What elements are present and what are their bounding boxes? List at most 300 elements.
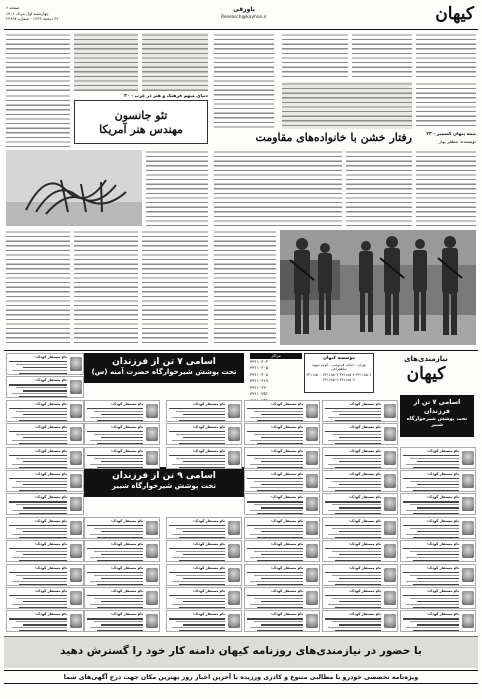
child-card [244,423,320,445]
child-card-text-line [179,537,225,538]
child-card-text-line [16,504,67,505]
child-card [166,564,242,586]
banner-1-line-2: تحت پوشش شیرخوارگاه حضرت آمنه (س) [91,368,237,377]
child-card-label: نام مستعار کودک: [111,589,143,593]
section-heading [194,6,294,20]
child-card-text-line [250,557,303,558]
child-card [6,470,84,492]
child-card [322,610,398,632]
child-card-text-line [169,408,225,409]
child-card-text-line [172,534,225,535]
child-card-text-line [169,572,225,573]
child-card [322,587,398,609]
child-card-text-line [12,487,67,488]
child-photo [306,591,318,605]
child-card-text-line [406,487,459,488]
child-card-text-line [417,624,459,625]
child-card-label: نام مستعار کودک: [35,518,67,523]
child-card [400,540,476,562]
child-card-text-line [179,443,225,444]
article-byline: نویسنده: مظفر بهار [438,140,476,145]
contact-title: مؤسسه کیهان [323,356,355,361]
child-card-text-line [254,411,303,412]
child-card-text-line [23,414,67,415]
contact-phone: ۳۳۱۱۸۵۰۳ [322,373,340,378]
sculpture-photo [6,150,142,226]
child-photo [384,544,396,558]
child-photo [462,568,474,582]
promo-band [4,636,478,668]
child-card-text-line [250,604,303,605]
child-card [6,353,84,375]
child-card-text-line [247,501,303,502]
child-card-text-line [257,560,303,561]
child-card [322,470,398,492]
child-card [84,610,160,632]
child-card-text-line [413,490,459,491]
contact-phone: ۳۳۱۱۸۵۰۰ [306,373,323,378]
child-card-text-line [101,531,143,532]
child-photo [306,568,318,582]
child-card-text-line [12,627,67,628]
child-card-text-line [97,630,143,631]
child-card-text-line [97,467,143,468]
child-card-text-line [254,504,303,505]
child-card-text-line [332,481,381,482]
child-card-text-line [101,578,143,579]
child-card [6,447,84,469]
child-card-text-line [325,572,381,573]
child-card-text-line [410,528,459,529]
child-card-text-line [12,557,67,558]
child-card-text-line [257,513,303,514]
child-card-text-line [172,581,225,582]
child-card-text-line [97,420,143,421]
promo-headline: با حضور در نیازمندی‌های روزنامه کیهان دامنه کار خود را گسترش دهید [60,645,422,657]
child-card-text-line [332,411,381,412]
child-card-text-line [94,528,143,529]
text-column [214,230,276,345]
child-card-text-line [87,525,143,526]
child-card-text-line [403,478,459,479]
child-card-text-line [16,575,67,576]
child-card-label: نام مستعار کودک: [35,472,67,476]
child-card-text-line [94,434,143,435]
child-card-text-line [12,534,67,535]
child-photo [228,427,240,441]
child-card-label: نام مستعار کودک: [427,448,459,453]
child-photo [228,404,240,418]
child-photo [306,404,318,418]
child-card-text-line [406,464,459,465]
child-card-text-line [169,548,225,549]
text-column [346,150,412,227]
classifieds-logo: کیهان [406,363,446,384]
banner-2-line-1: اسامی ۹ تن از فرزندان [112,471,216,481]
child-card-label: نام مستعار کودک: [35,589,67,593]
child-photo [146,404,158,418]
text-column [276,150,342,227]
child-card-text-line [325,618,381,619]
text-column [6,230,70,345]
child-card-text-line [101,601,143,602]
child-card-text-line [410,504,459,505]
child-card-text-line [261,484,303,485]
contact-phone: ۳۳۱۱۸۵۰۶ [356,373,372,378]
child-card-text-line [250,510,303,511]
text-column [146,150,208,227]
child-card-text-line [176,575,225,576]
child-photo [306,497,318,511]
child-card-text-line [94,621,143,622]
child-card-text-line [247,455,303,456]
child-card-text-line [176,434,225,435]
child-card [84,400,160,422]
child-card-text-line [23,390,67,391]
child-card-text-line [261,414,303,415]
child-card-text-line [176,458,225,459]
child-card-label: نام مستعار کودک: [349,425,381,430]
child-card-text-line [254,528,303,529]
banner-3-line-1: اسامی ۷ تن از فرزندان [413,398,461,415]
child-card-text-line [257,443,303,444]
child-card-text-line [94,575,143,576]
child-card-text-line [9,384,67,385]
child-card-text-line [413,537,459,538]
child-card-text-line [172,417,225,418]
child-card-label: نام مستعار کودک: [193,589,225,593]
child-photo [70,380,82,394]
child-card-text-line [250,581,303,582]
child-card-text-line [254,434,303,435]
child-card [322,517,398,539]
child-card-text-line [19,584,67,585]
text-column [214,150,276,227]
child-photo [462,614,474,628]
text-column [416,150,476,227]
child-card-text-line [257,584,303,585]
child-card-text-line [332,504,381,505]
child-card [322,540,398,562]
child-card-text-line [247,618,303,619]
child-photo [306,521,318,535]
child-card [6,400,84,422]
child-card-text-line [19,607,67,608]
child-card-text-line [403,525,459,526]
child-card-text-line [87,548,143,549]
child-card-label: نام مستعار کودک: [193,425,225,430]
child-card-text-line [328,464,381,465]
text-column [416,33,476,80]
child-card [6,517,84,539]
child-photo [70,568,82,582]
child-card [244,564,320,586]
child-photo [462,521,474,535]
child-card-label: نام مستعار کودک: [271,612,303,617]
child-photo [462,544,474,558]
child-card-label: نام مستعار کودک: [427,612,459,617]
child-card-text-line [9,408,67,409]
child-card [84,587,160,609]
child-card [322,564,398,586]
child-card-text-line [247,431,303,432]
child-card-text-line [172,557,225,558]
child-card-text-line [339,554,381,555]
child-card-text-line [250,417,303,418]
child-card-text-line [335,607,381,608]
child-card-label: نام مستعار کودک: [193,401,225,406]
child-photo [306,614,318,628]
child-card-text-line [23,367,67,368]
child-photo [70,497,82,511]
child-card-label: نام مستعار کودک: [427,495,459,500]
child-card-text-line [335,584,381,585]
child-card [400,493,476,515]
child-card [244,447,320,469]
child-card-text-line [16,411,67,412]
child-photo [70,614,82,628]
child-card-text-line [97,607,143,608]
child-card-text-line [332,551,381,552]
child-card-text-line [257,420,303,421]
child-card [84,423,160,445]
child-card [322,400,398,422]
child-card-text-line [325,455,381,456]
child-card-text-line [23,507,67,508]
child-card-text-line [19,396,67,397]
child-card-label: نام مستعار کودک: [271,401,303,406]
child-card-text-line [250,464,303,465]
child-card-text-line [339,461,381,462]
child-card-text-line [97,537,143,538]
child-card [6,610,84,632]
child-card-text-line [19,513,67,514]
child-card-text-line [87,595,143,596]
child-card-text-line [9,361,67,362]
child-card-label: نام مستعار کودک: [35,542,67,547]
child-photo [384,497,396,511]
child-photo [384,568,396,582]
child-card [322,447,398,469]
child-card-text-line [339,578,381,579]
art-headline-1: تئو جانسون [114,109,168,122]
child-card-label: نام مستعار کودک: [349,448,381,453]
child-card-text-line [325,595,381,596]
child-card-text-line [16,387,67,388]
child-card-text-line [183,461,225,462]
child-card-text-line [101,461,143,462]
child-card [400,447,476,469]
child-photo [462,451,474,465]
child-card [400,610,476,632]
child-card-text-line [254,551,303,552]
child-card-label: نام مستعار کودک: [111,542,143,547]
child-photo [228,568,240,582]
child-card-text-line [403,501,459,502]
child-card-text-line [90,417,143,418]
sculpture-illustration [6,150,142,226]
child-card-text-line [413,560,459,561]
child-card-label: نام مستعار کودک: [193,565,225,570]
child-card-text-line [94,598,143,599]
child-card-text-line [406,557,459,558]
child-card [84,517,160,539]
child-card-text-line [257,490,303,491]
child-card-text-line [417,531,459,532]
child-card-text-line [332,575,381,576]
child-card-text-line [417,601,459,602]
child-photo [70,521,82,535]
child-card-text-line [87,455,143,456]
text-column [6,33,70,91]
child-photo [384,591,396,605]
child-card [244,493,320,515]
child-card-text-line [169,525,225,526]
contact-phone: ۳۳۱۱۸۵۰۴ [339,373,357,378]
phone-list-header: مراکز [250,353,302,359]
phone-number: ۳۳۱۱۰۲۰۸ [250,371,268,377]
child-card-text-line [19,490,67,491]
child-card-label: نام مستعار کودک: [271,495,303,500]
child-card-label: نام مستعار کودک: [271,542,303,547]
child-card-text-line [406,534,459,535]
child-card-text-line [261,437,303,438]
child-card-text-line [176,551,225,552]
child-card-text-line [261,554,303,555]
child-card-text-line [410,598,459,599]
child-card-text-line [176,528,225,529]
child-card-text-line [90,557,143,558]
child-card [6,376,84,398]
child-card [166,447,242,469]
soldiers-illustration [280,230,476,345]
child-card-text-line [19,467,67,468]
child-card-label: نام مستعار کودک: [35,425,67,430]
child-card [6,587,84,609]
child-card-text-line [406,604,459,605]
child-card-text-line [16,621,67,622]
art-caption: دنیای مبهم فرهنگ و هنر در غرب - ۳۰ [124,94,208,99]
child-card-text-line [413,513,459,514]
text-column [74,33,138,91]
child-card-text-line [16,551,67,552]
child-card-text-line [417,554,459,555]
classifieds-section [4,350,478,635]
child-card-label: نام مستعار کودک: [349,589,381,593]
child-card-text-line [247,478,303,479]
child-card-text-line [101,554,143,555]
child-card-text-line [97,560,143,561]
child-card-text-line [247,572,303,573]
child-card-label: نام مستعار کودک: [111,565,143,570]
child-card-label: نام مستعار کودک: [193,542,225,547]
child-card-text-line [328,627,381,628]
child-card-text-line [23,484,67,485]
child-card-label: نام مستعار کودک: [271,565,303,570]
child-card-text-line [328,487,381,488]
child-card [6,564,84,586]
child-card [322,493,398,515]
child-card-text-line [9,618,67,619]
child-card-text-line [90,604,143,605]
text-column [352,33,412,80]
contact-phone: ۳۳۱۱۸۵۰۹ [322,377,340,382]
child-card-text-line [410,575,459,576]
child-card-label: نام مستعار کودک: [35,355,67,359]
child-card-text-line [23,578,67,579]
child-card-text-line [183,414,225,415]
child-card-text-line [328,581,381,582]
child-card-text-line [254,458,303,459]
child-card-text-line [410,458,459,459]
child-card-text-line [16,528,67,529]
child-card-text-line [101,414,143,415]
art-headline-2: مهندس هنر آمریکا [99,122,183,136]
child-card-text-line [94,551,143,552]
child-card-text-line [12,393,67,394]
page-number: صفحه ۶ [6,5,20,10]
phone-number: ۳۳۱۱۰۲۵۱ [250,391,268,397]
child-card-text-line [179,607,225,608]
child-card-label: نام مستعار کودک: [111,518,143,523]
child-card-text-line [254,598,303,599]
child-card-text-line [325,408,381,409]
child-photo [306,427,318,441]
child-photo [384,521,396,535]
child-card-text-line [176,411,225,412]
child-card-text-line [183,554,225,555]
article-kicker: نیمه پنهان کشمیر - ۲۳ [426,132,476,137]
phone-number: ۳۳۱۱۰۲۲۰ [250,384,268,390]
newspaper-logo: کیهان [435,4,474,24]
child-card-text-line [179,560,225,561]
child-card [84,447,160,469]
child-card-text-line [403,595,459,596]
child-card-text-line [183,578,225,579]
child-card-text-line [12,464,67,465]
child-card-label: نام مستعار کودک: [35,612,67,617]
child-photo [146,544,158,558]
child-card-text-line [169,595,225,596]
child-card [244,470,320,492]
child-card-text-line [19,420,67,421]
child-card-text-line [183,531,225,532]
phone-number: ۳۳۱۱۰۲۰۵ [250,365,268,371]
child-card-label: نام مستعار کودک: [427,565,459,570]
child-card-text-line [261,578,303,579]
child-card-text-line [179,467,225,468]
child-card-label: نام مستعار کودک: [35,495,67,500]
child-card-text-line [335,443,381,444]
soldiers-photo [280,230,476,345]
child-card-text-line [328,604,381,605]
child-card-text-line [403,548,459,549]
child-card-text-line [257,537,303,538]
child-card [166,610,242,632]
child-card-text-line [19,537,67,538]
child-card-text-line [9,548,67,549]
child-card-text-line [9,572,67,573]
child-card-text-line [261,461,303,462]
child-card-text-line [413,630,459,631]
art-headline-box [74,100,208,144]
child-card-text-line [339,531,381,532]
child-photo [384,474,396,488]
contact-phone: ۳۳۱۱۸۵۰۲ [339,377,356,382]
child-photo [70,591,82,605]
child-card-text-line [23,554,67,555]
article-headline: رفتار خشن با خانواده‌های مقاومت [255,131,412,144]
